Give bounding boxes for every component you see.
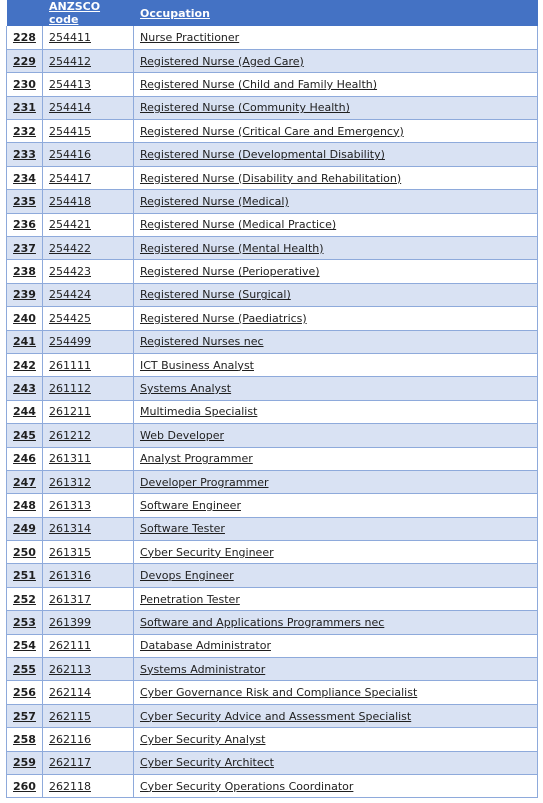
occupation-link[interactable]: Registered Nurse (Community Health)	[134, 96, 538, 119]
table-row	[7, 237, 538, 260]
header-occupation[interactable]: Occupation	[134, 0, 538, 26]
occupation-link[interactable]: Developer Programmer	[134, 470, 538, 493]
occupation-link[interactable]: Cyber Security Advice and Assessment Specialist	[134, 704, 538, 727]
occupation-link[interactable]: Software and Applications Programmers nec	[134, 611, 538, 634]
occupation-table-wrapper	[6, 0, 537, 798]
occupation-link[interactable]: Cyber Security Operations Coordinator	[134, 775, 538, 798]
header-anzsco-code[interactable]: ANZSCO code	[43, 0, 134, 26]
row-number-link[interactable]: 239	[7, 283, 43, 306]
anzsco-code-link[interactable]: 254413	[43, 73, 134, 96]
table-row	[7, 73, 538, 96]
row-number-link[interactable]: 254	[7, 634, 43, 657]
table-row	[7, 447, 538, 470]
occupation-link[interactable]: Registered Nurse (Child and Family Health)	[134, 73, 538, 96]
occupation-link[interactable]: Systems Administrator	[134, 658, 538, 681]
occupation-link[interactable]: Devops Engineer	[134, 564, 538, 587]
anzsco-code-link[interactable]: 261317	[43, 587, 134, 610]
occupation-link[interactable]: Cyber Security Architect	[134, 751, 538, 774]
table-row	[7, 330, 538, 353]
row-number-link[interactable]: 244	[7, 400, 43, 423]
row-number-link[interactable]: 234	[7, 166, 43, 189]
anzsco-code-link[interactable]: 254417	[43, 166, 134, 189]
occupation-link[interactable]: Registered Nurse (Perioperative)	[134, 260, 538, 283]
row-number-link[interactable]: 250	[7, 541, 43, 564]
occupation-link[interactable]: Database Administrator	[134, 634, 538, 657]
table-row	[7, 751, 538, 774]
table-row	[7, 424, 538, 447]
occupation-link[interactable]: Registered Nurse (Paediatrics)	[134, 307, 538, 330]
row-number-link[interactable]: 260	[7, 775, 43, 798]
occupation-link[interactable]: Registered Nurse (Developmental Disability)	[134, 143, 538, 166]
table-row	[7, 377, 538, 400]
table-row	[7, 704, 538, 727]
occupation-link[interactable]: Registered Nurses nec	[134, 330, 538, 353]
anzsco-code-link[interactable]: 254414	[43, 96, 134, 119]
anzsco-code-link[interactable]: 261311	[43, 447, 134, 470]
table-row	[7, 260, 538, 283]
anzsco-code-link[interactable]: 262114	[43, 681, 134, 704]
table-header-row	[7, 0, 538, 26]
occupation-link[interactable]: Software Tester	[134, 517, 538, 540]
table-row	[7, 634, 538, 657]
table-row	[7, 283, 538, 306]
anzsco-code-link[interactable]: 262116	[43, 728, 134, 751]
anzsco-code-link[interactable]: 261212	[43, 424, 134, 447]
row-number-link[interactable]: 229	[7, 49, 43, 72]
row-number-link[interactable]: 259	[7, 751, 43, 774]
row-number-link[interactable]: 235	[7, 190, 43, 213]
anzsco-code-link[interactable]: 261112	[43, 377, 134, 400]
table-row	[7, 658, 538, 681]
occupation-link[interactable]: Registered Nurse (Medical)	[134, 190, 538, 213]
header-number	[7, 0, 43, 26]
table-row	[7, 166, 538, 189]
row-number-link[interactable]: 238	[7, 260, 43, 283]
table-row	[7, 49, 538, 72]
occupation-link[interactable]: Web Developer	[134, 424, 538, 447]
anzsco-code-link[interactable]: 254499	[43, 330, 134, 353]
row-number-link[interactable]: 246	[7, 447, 43, 470]
anzsco-code-link[interactable]: 254418	[43, 190, 134, 213]
row-number-link[interactable]: 233	[7, 143, 43, 166]
table-row	[7, 26, 538, 49]
row-number-link[interactable]: 243	[7, 377, 43, 400]
anzsco-code-link[interactable]: 254411	[43, 26, 134, 49]
occupation-link[interactable]: Registered Nurse (Surgical)	[134, 283, 538, 306]
table-row	[7, 143, 538, 166]
occupation-link[interactable]: Registered Nurse (Critical Care and Emergency)	[134, 120, 538, 143]
occupation-link[interactable]: Registered Nurse (Disability and Rehabilitation)	[134, 166, 538, 189]
occupation-link[interactable]: Analyst Programmer	[134, 447, 538, 470]
anzsco-code-link[interactable]: 254415	[43, 120, 134, 143]
occupation-link[interactable]: Software Engineer	[134, 494, 538, 517]
occupation-link[interactable]: Registered Nurse (Mental Health)	[134, 237, 538, 260]
occupation-link[interactable]: Cyber Governance Risk and Compliance Specialist	[134, 681, 538, 704]
anzsco-code-link[interactable]: 254425	[43, 307, 134, 330]
row-number-link[interactable]: 258	[7, 728, 43, 751]
row-number-link[interactable]: 247	[7, 470, 43, 493]
anzsco-code-link[interactable]: 262115	[43, 704, 134, 727]
anzsco-code-link[interactable]: 254421	[43, 213, 134, 236]
row-number-link[interactable]: 245	[7, 424, 43, 447]
anzsco-code-link[interactable]: 261399	[43, 611, 134, 634]
table-row	[7, 611, 538, 634]
anzsco-code-link[interactable]: 254412	[43, 49, 134, 72]
anzsco-code-link[interactable]: 261211	[43, 400, 134, 423]
table-body	[7, 26, 538, 798]
table-row	[7, 564, 538, 587]
row-number-link[interactable]: 257	[7, 704, 43, 727]
table-row	[7, 541, 538, 564]
row-number-link[interactable]: 242	[7, 353, 43, 376]
table-row	[7, 353, 538, 376]
anzsco-code-link[interactable]: 254424	[43, 283, 134, 306]
anzsco-code-link[interactable]: 254422	[43, 237, 134, 260]
row-number-link[interactable]: 232	[7, 120, 43, 143]
table-row	[7, 307, 538, 330]
anzsco-code-link[interactable]: 261314	[43, 517, 134, 540]
table-row	[7, 775, 538, 798]
row-number-link[interactable]: 236	[7, 213, 43, 236]
table-row	[7, 494, 538, 517]
occupation-link[interactable]: ICT Business Analyst	[134, 353, 538, 376]
occupation-link[interactable]: Cyber Security Analyst	[134, 728, 538, 751]
row-number-link[interactable]: 255	[7, 658, 43, 681]
row-number-link[interactable]: 248	[7, 494, 43, 517]
anzsco-code-link[interactable]: 262113	[43, 658, 134, 681]
table-row	[7, 470, 538, 493]
anzsco-code-link[interactable]: 261111	[43, 353, 134, 376]
table-row	[7, 400, 538, 423]
anzsco-code-link[interactable]: 254416	[43, 143, 134, 166]
row-number-link[interactable]: 228	[7, 26, 43, 49]
occupation-link[interactable]: Penetration Tester	[134, 587, 538, 610]
table-row	[7, 728, 538, 751]
row-number-link[interactable]: 256	[7, 681, 43, 704]
occupation-link[interactable]: Registered Nurse (Medical Practice)	[134, 213, 538, 236]
table-row	[7, 587, 538, 610]
occupation-link[interactable]: Nurse Practitioner	[134, 26, 538, 49]
table-row	[7, 213, 538, 236]
table-row	[7, 96, 538, 119]
anzsco-code-link[interactable]: 261312	[43, 470, 134, 493]
row-number-link[interactable]: 252	[7, 587, 43, 610]
anzsco-code-link[interactable]: 262118	[43, 775, 134, 798]
occupation-link[interactable]: Registered Nurse (Aged Care)	[134, 49, 538, 72]
row-number-link[interactable]: 231	[7, 96, 43, 119]
occupation-table	[6, 0, 538, 798]
occupation-link[interactable]: Systems Analyst	[134, 377, 538, 400]
table-row	[7, 190, 538, 213]
anzsco-code-link[interactable]: 261315	[43, 541, 134, 564]
row-number-link[interactable]: 237	[7, 237, 43, 260]
anzsco-code-link[interactable]: 261313	[43, 494, 134, 517]
row-number-link[interactable]: 241	[7, 330, 43, 353]
row-number-link[interactable]: 253	[7, 611, 43, 634]
table-row	[7, 120, 538, 143]
table-row	[7, 681, 538, 704]
anzsco-code-link[interactable]: 261316	[43, 564, 134, 587]
anzsco-code-link[interactable]: 262117	[43, 751, 134, 774]
occupation-link[interactable]: Multimedia Specialist	[134, 400, 538, 423]
occupation-link[interactable]: Cyber Security Engineer	[134, 541, 538, 564]
row-number-link[interactable]: 249	[7, 517, 43, 540]
anzsco-code-link[interactable]: 254423	[43, 260, 134, 283]
row-number-link[interactable]: 240	[7, 307, 43, 330]
anzsco-code-link[interactable]: 262111	[43, 634, 134, 657]
row-number-link[interactable]: 230	[7, 73, 43, 96]
table-row	[7, 517, 538, 540]
row-number-link[interactable]: 251	[7, 564, 43, 587]
